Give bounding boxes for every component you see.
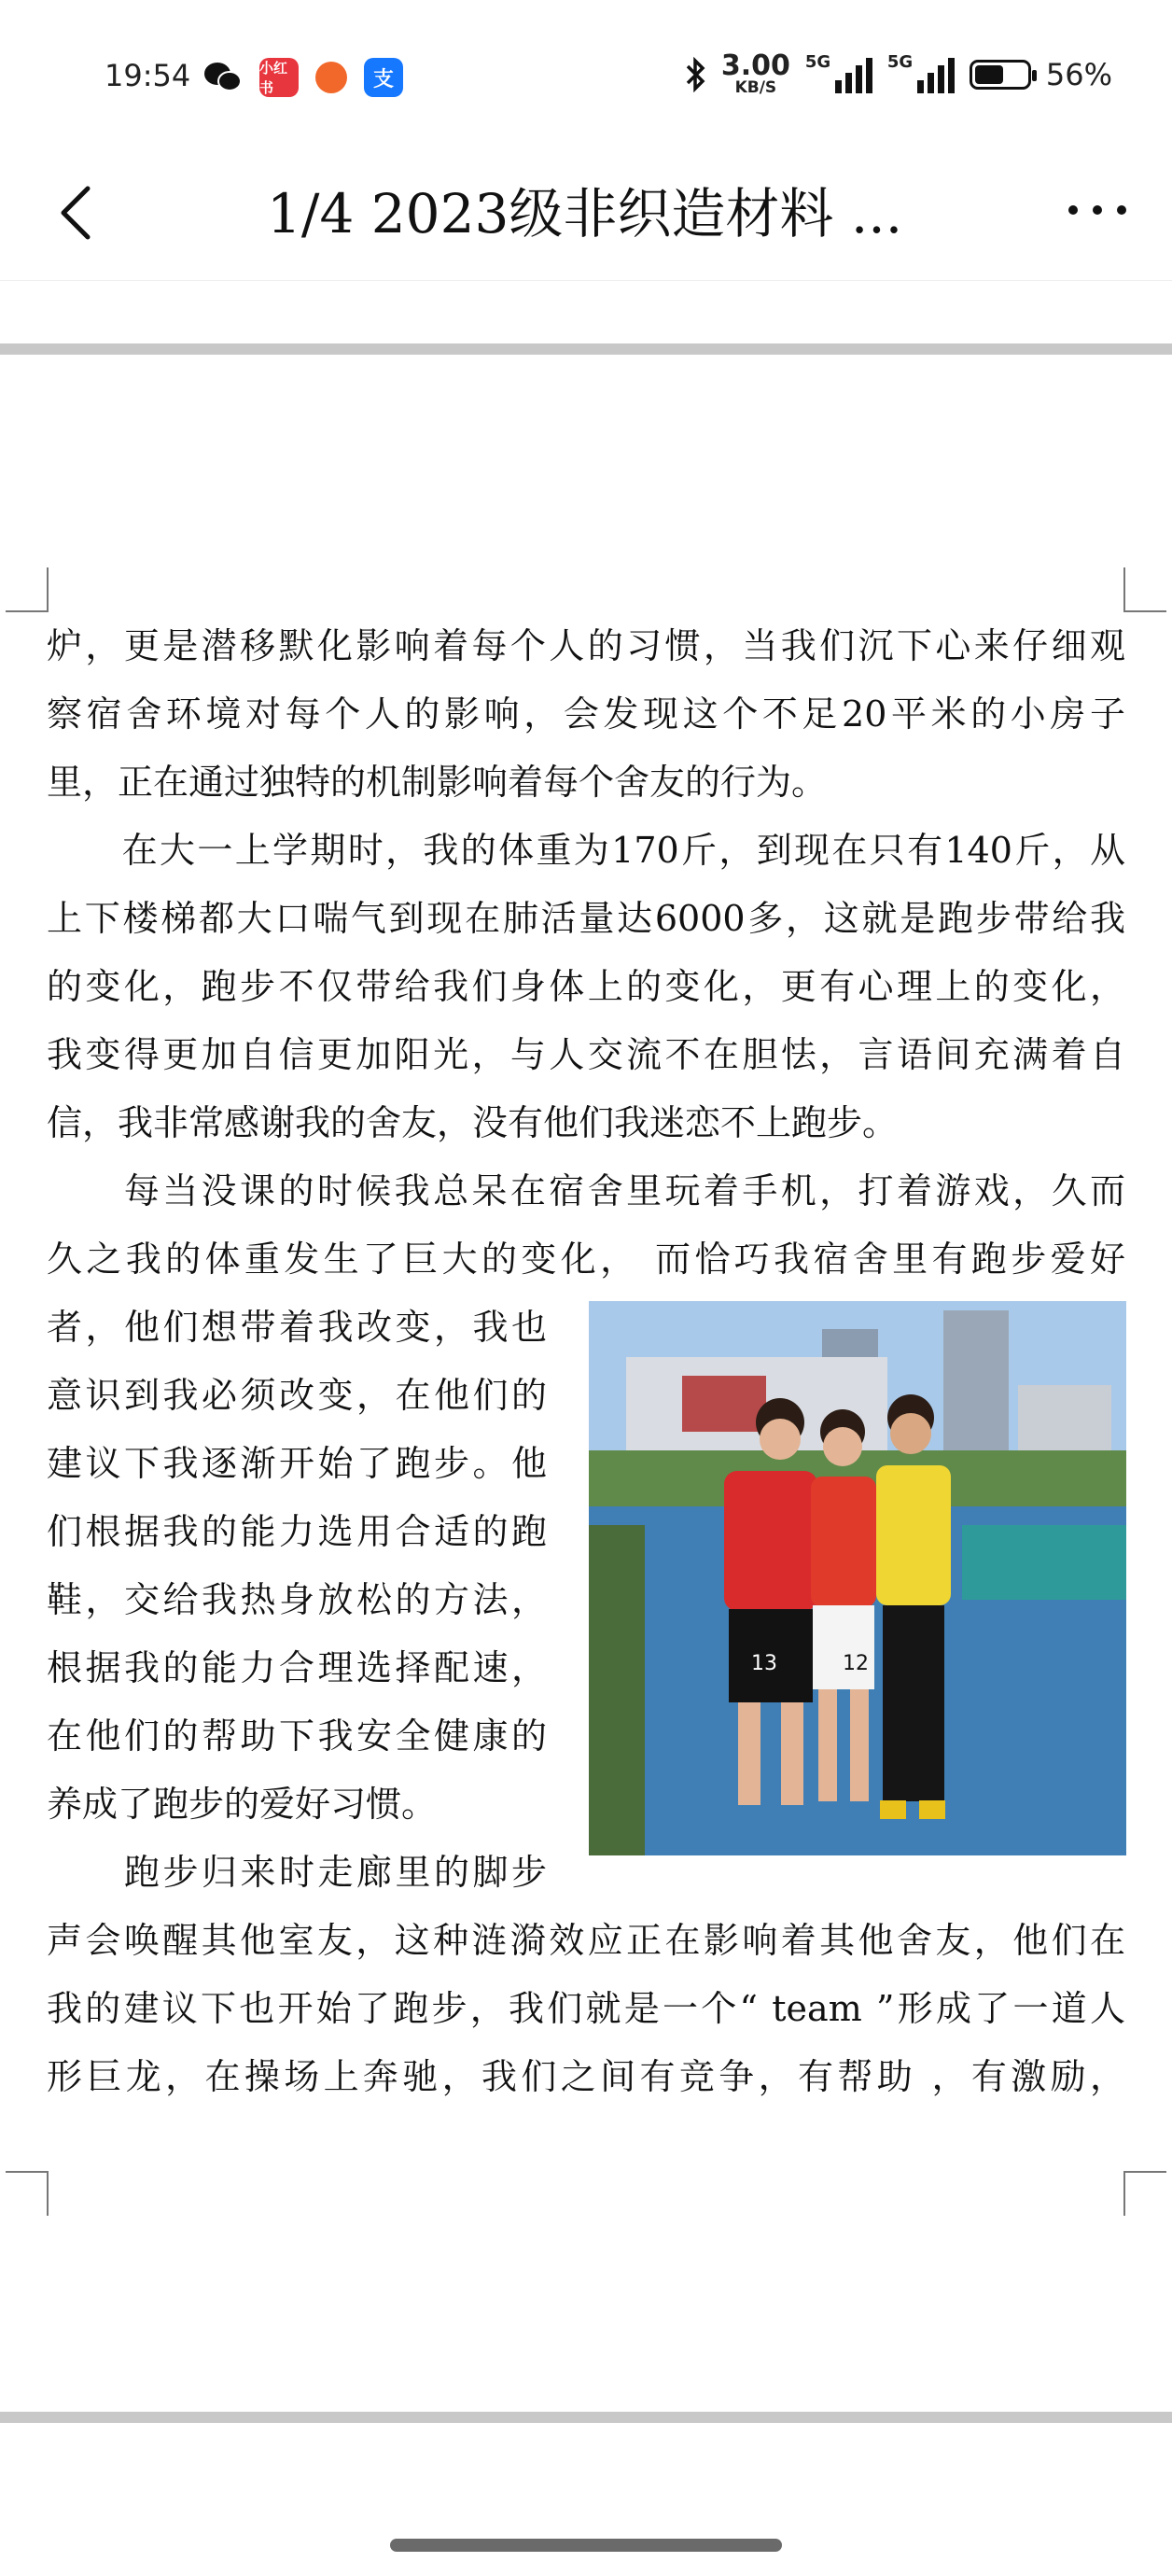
more-dots-icon [1060, 187, 1135, 233]
runners-photo [589, 1301, 1126, 1855]
bib-number-middle: 12 [843, 1652, 869, 1675]
document-title: 1/4 2023级非织造材料 ... [267, 182, 903, 245]
orange-app-icon [315, 62, 347, 93]
text-line: 久之我的体重发生了巨大的变化， 而恰巧我宿舍里有跑步爱好 [47, 1239, 1125, 1280]
text-line: 我的建议下也开始了跑步，我们就是一个“ team ”形成了一道人 [47, 1988, 1125, 2029]
paragraph-3 [47, 1157, 1125, 1294]
document-header [0, 149, 1172, 281]
signal-1-icon [804, 51, 872, 93]
bluetooth-icon [684, 57, 706, 92]
text-line: 鞋，交给我热身放松的方法， [47, 1579, 547, 1620]
crop-mark-top-right [1123, 567, 1166, 612]
paragraph-1 [47, 612, 1125, 817]
text-line: 建议下我逐渐开始了跑步。他 [47, 1443, 547, 1484]
text-line: 炉，更是潜移默化影响着每个人的习惯，当我们沉下心来仔细观 [47, 625, 1125, 666]
crop-mark-top-left [6, 567, 49, 612]
more-options-button[interactable] [1060, 187, 1135, 233]
battery-icon [970, 60, 1031, 90]
text-line: 我变得更加自信更加阳光，与人交流不在胆怯，言语间充满着自 [47, 1034, 1125, 1075]
bib-number-left: 13 [751, 1652, 777, 1675]
text-line: 跑步归来时走廊里的脚步 [47, 1852, 547, 1893]
text-line: 们根据我的能力选用合适的跑 [47, 1511, 547, 1552]
paragraph-4 [47, 1907, 1125, 2111]
paragraph-2 [47, 817, 1125, 1157]
signal-2-label: 5G [886, 51, 914, 72]
back-button[interactable] [50, 177, 106, 243]
text-line: 养成了跑步的爱好习惯。 [47, 1784, 438, 1825]
wechat-icon [203, 58, 243, 97]
page-top-edge [0, 343, 1172, 355]
crop-mark-bottom-right [1123, 2171, 1166, 2216]
text-line: 者，他们想带着我改变，我也 [47, 1307, 547, 1348]
notification-icons [203, 58, 403, 97]
text-line: 察宿舍环境对每个人的影响，会发现这个不足20平米的小房子 [47, 693, 1125, 735]
network-speed-value: 3.00 [720, 49, 790, 82]
text-line: 每当没课的时候我总呆在宿舍里玩着手机，打着游戏，久而 [47, 1170, 1125, 1211]
chevron-left-icon [50, 177, 106, 243]
text-line: 信，我非常感谢我的舍友，没有他们我迷恋不上跑步。 [47, 1102, 899, 1143]
signal-2-icon [886, 51, 955, 93]
text-line: 在他们的帮助下我安全健康的 [47, 1715, 547, 1757]
status-bar [0, 0, 1172, 140]
network-speed-unit: KB/S [734, 78, 777, 97]
battery-percent: 56% [1045, 56, 1112, 92]
text-line: 在大一上学期时，我的体重为170斤，到现在只有140斤，从 [47, 830, 1125, 871]
xiaohongshu-icon: 小红书 [259, 58, 299, 97]
alipay-icon: 支 [364, 58, 403, 97]
text-line: 意识到我必须改变，在他们的 [47, 1375, 547, 1416]
text-line: 上下楼梯都大口喘气到现在肺活量达6000多，这就是跑步带给我 [47, 898, 1125, 939]
text-line: 根据我的能力合理选择配速， [47, 1647, 547, 1688]
signal-1-label: 5G [804, 51, 831, 72]
text-line: 声会唤醒其他室友，这种涟漪效应正在影响着其他舍友，他们在 [47, 1920, 1125, 1961]
network-speed [720, 49, 790, 97]
text-line: 的变化，跑步不仅带给我们身体上的变化，更有心理上的变化， [47, 966, 1125, 1007]
crop-mark-bottom-left [6, 2171, 49, 2216]
text-line: 形巨龙，在操场上奔驰，我们之间有竞争，有帮助 ，有激励， [47, 2056, 1125, 2097]
wrapped-text [47, 1294, 547, 1907]
home-indicator[interactable] [390, 2539, 782, 2552]
system-status [684, 49, 1112, 97]
page-bottom-edge [0, 2412, 1172, 2423]
status-time: 19:54 [105, 58, 191, 93]
text-line: 里，正在通过独特的机制影响着每个舍友的行为。 [47, 762, 828, 803]
